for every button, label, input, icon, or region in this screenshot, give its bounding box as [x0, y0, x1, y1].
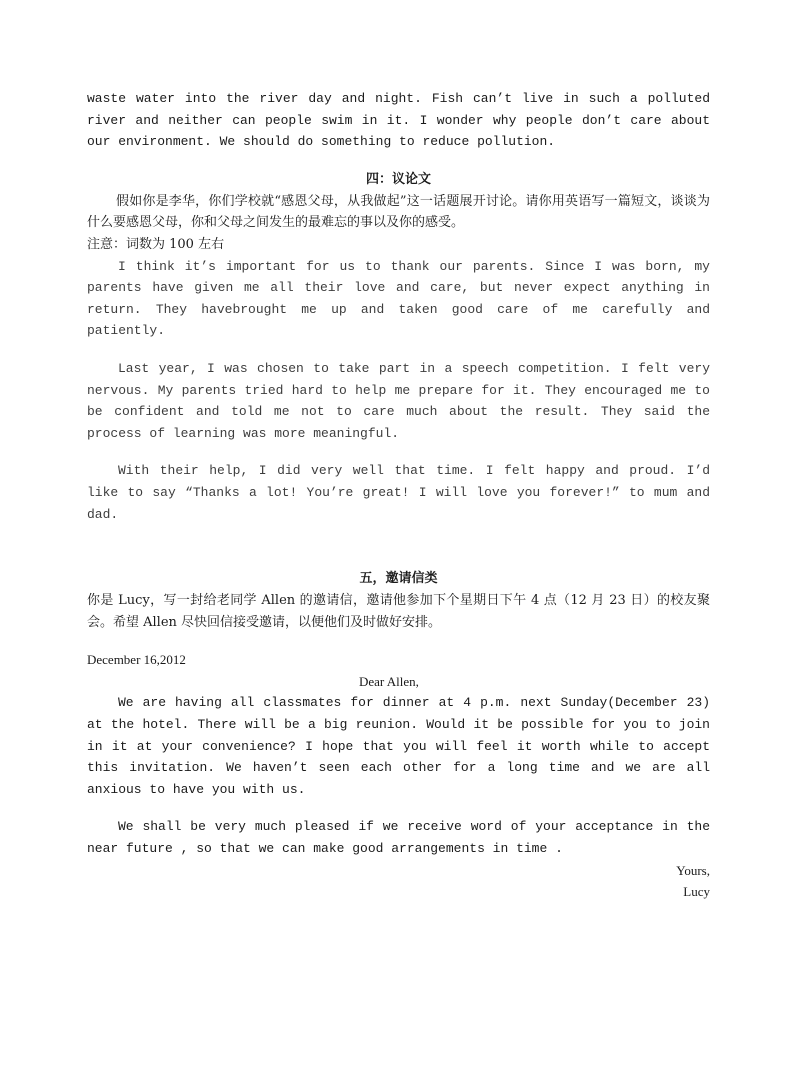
spacer	[87, 800, 710, 816]
essay-paragraph: waste water into the river day and night. Fish can’t live in such a polluted river and neither can people swim in it. I wonder why people don’t care about our environment. We should do something to reduce pollution.	[87, 91, 710, 150]
letter-signature: Lucy	[683, 884, 710, 900]
section-heading: 四：议论文	[365, 171, 431, 187]
letter-salutation: Dear Allen,	[359, 673, 419, 689]
section-heading: 五，邀请信类	[359, 571, 438, 587]
spacer	[87, 633, 710, 649]
essay-paragraph: With their help, I did very well that time. I felt happy and proud. I’d like to say “Thanks a lot! You’re great! I will love you forever!” to mum and dad.	[87, 463, 710, 522]
spacer	[87, 342, 710, 358]
letter-date: December 16,2012	[87, 652, 186, 668]
task-prompt: 假如你是李华，你们学校就“感恩父母，从我做起”这一话题展开讨论。请你用英语写一篇短文，谈谈为什么要感恩父母，你和父母之间发生的最难忘的事以及你的感受。	[87, 193, 710, 231]
document-page	[87, 88, 710, 903]
essay-paragraph: I think it’s important for us to thank our parents. Since I was born, my parents have given me all their love and care, but never expect anything in return. They havebrought me up and taken good care of me carefully and patiently.	[87, 258, 710, 339]
task-prompt: 你是 Lucy，写一封给老同学 Allen 的邀请信，邀请他参加下个星期日下午 4 点（12 月 23 日）的校友聚会。希望 Allen 尽快回信接受邀请，以便他们及时做好安排。	[87, 593, 710, 630]
spacer	[87, 153, 710, 169]
letter-paragraph: We shall be very much pleased if we receive word of your acceptance in the near future , so that we can make good arrangements in time .	[87, 819, 710, 857]
spacer	[87, 525, 710, 568]
letter-closing: Yours,	[676, 862, 710, 878]
essay-paragraph: Last year, I was chosen to take part in a speech competition. I felt very nervous. My parents tried hard to help me prepare for it. They encouraged me to be confident and told me not to care much about the result. They said the process of learning was more meaningful.	[87, 360, 710, 441]
letter-paragraph: We are having all classmates for dinner at 4 p.m. next Sunday(December 23) at the hotel. There will be a big reunion. Would it be possible for you to join in it at your convenience? I hope that you will feel it worth while to accept this invitation. We haven’t seen each other for a long time and we are all anxious to have you with us.	[87, 695, 710, 797]
spacer	[87, 444, 710, 460]
word-count-note: 注意：词数为 100 左右	[87, 236, 225, 252]
